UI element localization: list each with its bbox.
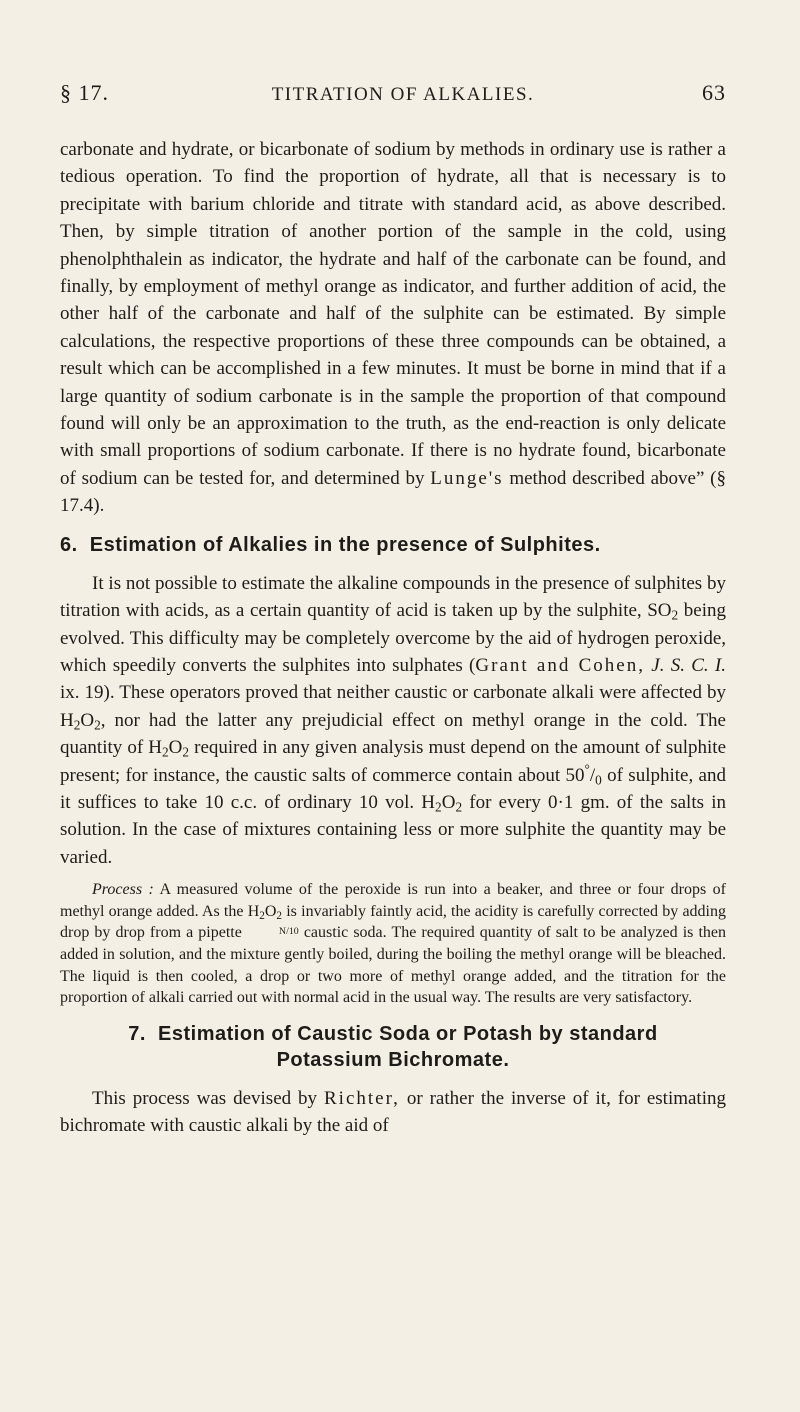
- journal-citation: J. S. C. I.: [651, 654, 727, 676]
- subscript: 2: [94, 717, 101, 733]
- bichromate-paragraph: [60, 1085, 726, 1140]
- text-run: method described above” (§ 17.4).: [60, 467, 727, 517]
- text-run: O: [441, 791, 456, 813]
- text-run: A measured volume of the peroxide is run into a beaker, and three or four drops of methyl orange added. As the H: [60, 881, 727, 920]
- section-7-heading: [60, 1021, 726, 1073]
- page-number: 63: [702, 80, 726, 105]
- text-run: caustic soda. The required quantity of salt to be analyzed is then added in solution, and the mixture gently boiled, during the boiling the methyl orange will be bleached. The liquid is then cooled, a drop or two more of methyl orange added, and the titration for the proportion of alkali carried out with normal acid in the usual way. The results are very satisfactory.: [60, 924, 726, 1007]
- subscript: 2: [162, 744, 169, 760]
- text-run: for every 0·1 gm. of the salts in solution. In the case of mixtures containing less or more sulphite the quantity may be varied.: [60, 791, 726, 868]
- superscript: °: [584, 761, 590, 777]
- subscript: 2: [671, 607, 679, 623]
- normality-fraction: N/10: [278, 926, 299, 938]
- text-run: of sulphite, and it suffices to take 10 c.c. of ordinary 10 vol. H: [60, 764, 726, 813]
- text-run: It is not possible to estimate the alkaline compounds in the presence of sulphites by titration with acids, as a certain quantity of acid is taken up by the sulphite, SO: [60, 572, 726, 622]
- text-run: O: [264, 902, 277, 920]
- author-name: Lunge's: [430, 467, 504, 489]
- section-number: 6.: [60, 533, 78, 556]
- text-run: /: [589, 764, 596, 786]
- text-run: being evolved. This difficulty may be completely overcome by the aid of hydrogen peroxide, which speedily converts the sulphites into sulphates (: [60, 600, 726, 676]
- book-page: [60, 80, 726, 1140]
- section-number: 7.: [128, 1022, 146, 1045]
- subscript: 2: [435, 799, 442, 815]
- sulphites-paragraph: [60, 570, 726, 871]
- text-run: O: [80, 709, 95, 731]
- author-name: Richter,: [324, 1087, 400, 1109]
- header-section-number: § 17.: [60, 80, 109, 105]
- text-run: ix. 19). These operators proved that neither caustic or carbonate alkali were affected by H: [60, 682, 726, 731]
- text-run: carbonate and hydrate, or bicarbonate of sodium by methods in ordinary use is rather a tedious operation. To find the proportion of hydrate, all that is necessary is to precipitate with barium chloride and titrate with standard acid, as above described. Then, by simple titration of another portion of the sample in the cold, using phenolphthalein as indicator, the hydrate and half of the carbonate can be found, and finally, by employment of methyl orange as indicator, and further addition of acid, the other half of the carbonate and half of the sulphite can be estimated. By simple calculations, the respective proportions of these three compounds can be obtained, a result which can be accomplished in a few minutes. It must be borne in mind that if a large quantity of sodium carbonate is in the sample the proportion of that compound found will only be an approximation to the truth, as the end-reaction is only delicate with small proportions of sodium carbonate. If there is no hydrate found, bicarbonate of sodium can be tested for, and determined by: [60, 139, 726, 489]
- subscript: 2: [259, 909, 265, 922]
- header-title: TITRATION OF ALKALIES.: [271, 84, 535, 105]
- text-run: O: [168, 737, 183, 759]
- process-note: [60, 879, 726, 1009]
- text-run: or rather the inverse of it, for estimating bichromate with caustic alkali by the aid of: [60, 1087, 726, 1137]
- text-run: This process was devised by: [92, 1087, 324, 1109]
- subscript: 2: [276, 909, 283, 922]
- section-title: Estimation of Alkalies in the presence of Sulphites.: [89, 533, 601, 556]
- text-run: is invariably faintly acid, the acidity is carefully corrected by adding drop by drop from a pipette: [60, 902, 727, 942]
- subscript: 2: [73, 717, 81, 733]
- continued-paragraph: [60, 136, 726, 520]
- author-names: Grant and Cohen,: [475, 654, 645, 676]
- section-title: Estimation of Caustic Soda or Potash by standard Potassium Bichromate.: [158, 1022, 658, 1071]
- subscript: 2: [455, 799, 463, 815]
- text-run: , nor had the latter any prejudicial effect on methyl orange in the cold. The quantity of H: [60, 709, 726, 759]
- process-label: Process :: [92, 881, 154, 899]
- text-run: required in any given analysis must depend on the amount of sulphite present; for instance, the caustic salts of commerce contain about 50: [60, 737, 726, 786]
- subscript: 2: [182, 744, 190, 760]
- subscript: 0: [595, 771, 602, 787]
- running-header: [60, 80, 726, 106]
- section-6-heading: [60, 532, 726, 558]
